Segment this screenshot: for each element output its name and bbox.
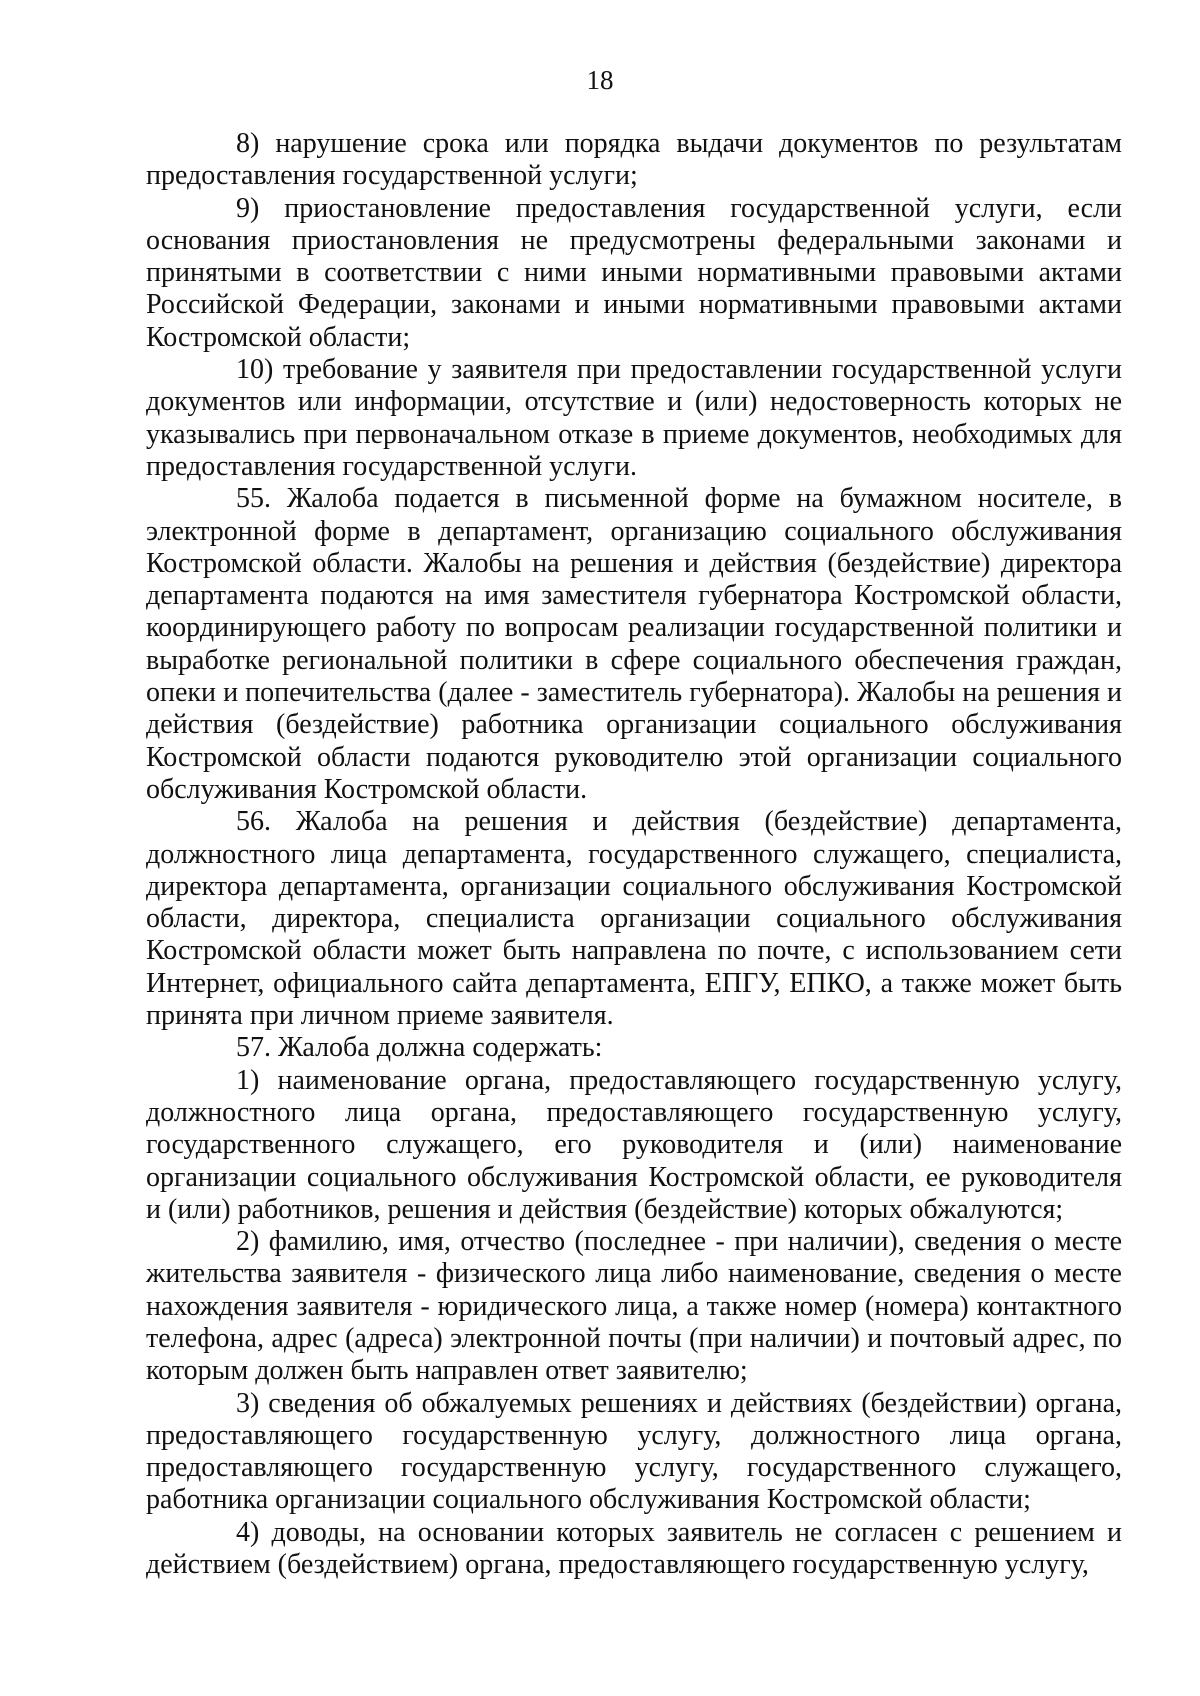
paragraph-section-57: 57. Жалоба должна содержать:: [236, 1032, 603, 1064]
paragraph-section-55: 55. Жалоба подается в письменной форме на бумажном носителе, в электронной форме в департамент, организацию социального обслуживания Костромской области. Жалобы на решения и действия (бездействие) директора департамента подаются на имя заместителя губернатора Костромской области, координирующего работу по вопросам реализации государственной политики и выработке региональной политики в сфере социального обеспечения граждан, опеки и попечительства (далее - заместитель губернатора). Жалобы на решения и действия (бездействие) работника организации социального обслуживания Костромской области подаются руководителю этой организации социального обслуживания Костромской области.: [146, 483, 1122, 805]
paragraph-section-56: 56. Жалоба на решения и действия (бездействие) департамента, должностного лица департамента, государственного служащего, специалиста, директора департамента, организации социального обслуживания Костромской области, директора, специалиста организации социального обслуживания Костромской области может быть направлена по почте, с использованием сети Интернет, официального сайта департамента, ЕПГУ, ЕПКО, а также может быть принята при личном приеме заявителя.: [146, 806, 1122, 1032]
paragraph-item-9: 9) приостановление предоставления государственной услуги, если основания приостановления не предусмотрены федеральными законами и принятыми в соответствии с ними иными нормативными правовыми актами Российской Федерации, законами и иными нормативными правовыми актами Костромской области;: [146, 192, 1122, 353]
paragraph-subitem-3: 3) сведения об обжалуемых решениях и действиях (бездействии) органа, предоставляющего государственную услугу, должностного лица органа, предоставляющего государственную услугу, государственного служащего, работника организации социального обслуживания Костромской области;: [146, 1387, 1122, 1516]
paragraph-subitem-2: 2) фамилию, имя, отчество (последнее - при наличии), сведения о месте жительства заявителя - физического лица либо наименование, сведения о месте нахождения заявителя - юридического лица, а также номер (номера) контактного телефона, адрес (адреса) электронной почты (при наличии) и почтовый адрес, по которым должен быть направлен ответ заявителю;: [146, 1226, 1122, 1387]
paragraph-subitem-1: 1) наименование органа, предоставляющего государственную услугу, должностного лица органа, предоставляющего государственную услугу, государственного служащего, его руководителя и (или) наименование организации социального обслуживания Костромской области, ее руководителя и (или) работников, решения и действия (бездействие) которых обжалуются;: [146, 1064, 1122, 1225]
paragraph-item-10: 10) требование у заявителя при предоставлении государственной услуги документов или информации, отсутствие и (или) недостоверность которых не указывались при первоначальном отказе в приеме документов, необходимых для предоставления государственной услуги.: [146, 354, 1122, 482]
paragraph-item-8: 8) нарушение срока или порядка выдачи документов по результатам предоставления государственной услуги;: [146, 128, 1122, 192]
paragraph-subitem-4: 4) доводы, на основании которых заявитель не согласен с решением и действием (бездействием) органа, предоставляющего государственную услугу,: [146, 1516, 1122, 1581]
page-number: 18: [586, 65, 614, 95]
document-body: [146, 128, 1122, 1581]
